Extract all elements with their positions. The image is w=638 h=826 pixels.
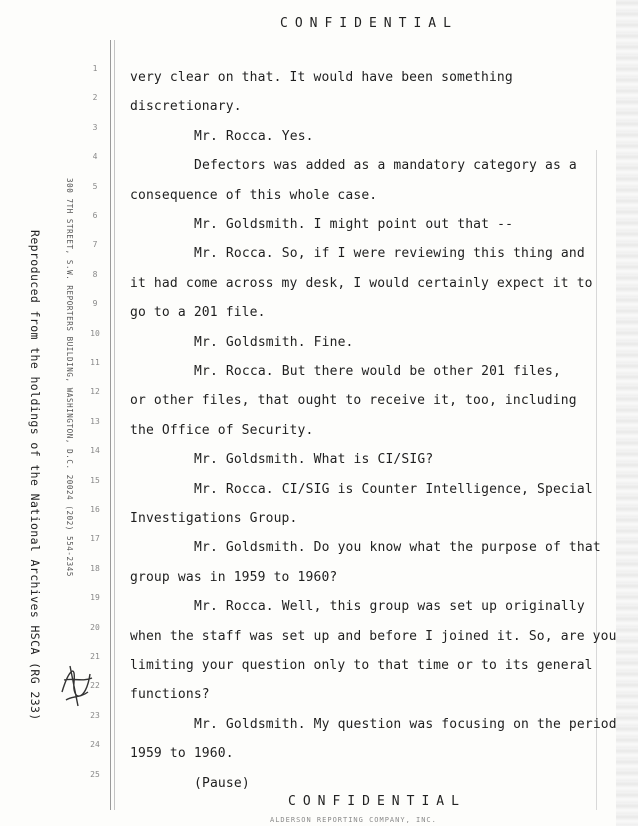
right-margin-rule [596,150,597,810]
transcript-line: Mr. Rocca. Yes. [194,128,314,144]
header-confidential: CONFIDENTIAL [280,16,458,31]
line-number: 6 [92,211,98,220]
line-number: 25 [90,769,100,779]
transcript-line: Mr. Goldsmith. My question was focusing on the period [194,716,617,732]
transcript-line: (Pause) [194,775,250,791]
transcript-line: when the staff was set up and before I joined it. So, are you [130,628,617,644]
line-number: 4 [92,152,98,162]
scan-edge-shadow [616,0,638,826]
line-number: 23 [90,710,100,720]
transcript-line: limiting your question only to that time or to its general [130,658,593,673]
line-number: 5 [92,181,98,191]
footer-reporting-firm: ALDERSON REPORTING COMPANY, INC. [270,816,437,824]
line-number: 19 [90,593,100,603]
transcript-line: Defectors was added as a mandatory category as a [194,158,577,174]
line-number: 20 [90,622,100,632]
line-number: 22 [90,681,100,691]
line-number: 21 [90,652,100,661]
line-number: 13 [90,416,100,426]
transcript-line: it had come across my desk, I would certainly expect it to [130,275,593,291]
line-number: 2 [92,93,98,103]
transcript-line: Mr. Goldsmith. I might point out that -- [194,217,514,232]
transcript-line: discretionary. [130,99,242,115]
transcript-line: Mr. Rocca. Well, this group was set up originally [194,599,585,615]
line-number: 17 [90,534,100,544]
line-number: 10 [90,328,100,338]
transcript-line: Investigations Group. [130,511,298,526]
line-number: 15 [90,475,100,485]
transcript-line: Mr. Goldsmith. Do you know what the purpose of that [194,540,601,556]
line-number: 9 [92,299,98,309]
left-margin-rule-inner [114,40,115,810]
archive-provenance-note: Reproduced from the holdings of the National Archives HSCA (RG 233) [28,230,42,721]
line-number: 3 [92,122,98,132]
transcript-line: Mr. Goldsmith. Fine. [194,334,354,350]
transcript-line: Mr. Goldsmith. What is CI/SIG? [194,452,434,468]
line-number: 18 [90,563,100,573]
line-number: 11 [90,358,100,367]
line-number: 1 [92,64,98,73]
transcript-line: functions? [130,687,210,703]
transcript-line: Mr. Rocca. CI/SIG is Counter Intelligence, Special [194,481,593,497]
transcript-line: go to a 201 file. [130,305,266,321]
transcript-line: Mr. Rocca. So, if I were reviewing this thing and [194,246,585,262]
line-number: 12 [90,387,100,397]
transcript-line: the Office of Security. [130,422,314,438]
transcript-line: consequence of this whole case. [130,187,378,203]
line-number: 24 [90,740,100,750]
footer-confidential: CONFIDENTIAL [288,794,466,809]
left-margin-rule [110,40,111,810]
transcript-line: Mr. Rocca. But there would be other 201 files, [194,364,561,379]
line-number: 8 [92,269,98,279]
line-number: 7 [92,240,98,250]
reporter-address-strip: 300 7TH STREET, S.W. REPORTERS BUILDING, WASHINGTON, D.C. 20024 (202) 554-2345 [65,178,74,577]
line-number: 14 [90,446,100,456]
transcript-line: very clear on that. It would have been something [130,70,513,85]
transcript-line: group was in 1959 to 1960? [130,569,338,585]
line-number: 16 [90,505,100,514]
transcript-line: 1959 to 1960. [130,746,234,762]
transcript-line: or other files, that ought to receive it, too, including [130,393,577,409]
